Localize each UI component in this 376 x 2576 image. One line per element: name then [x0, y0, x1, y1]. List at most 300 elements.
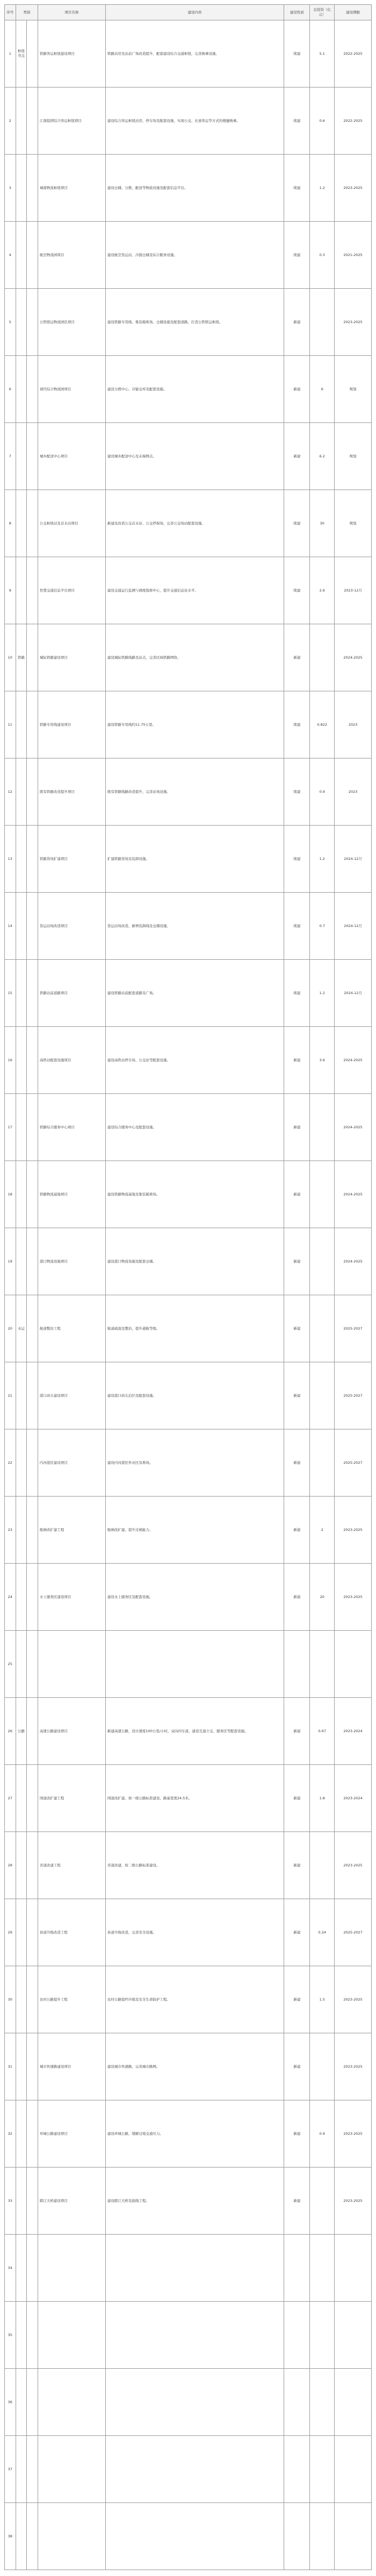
row-project-name: 城乡配送中心项目 [38, 423, 105, 490]
row-subcategory [27, 2369, 38, 2436]
row-subcategory [27, 20, 38, 87]
table-row [5, 1966, 372, 2033]
row-category: 枢纽节点 [16, 20, 27, 87]
row-status: 新建 [284, 356, 310, 423]
row-subcategory [27, 289, 38, 356]
table-row [5, 2436, 372, 2503]
row-category [16, 2302, 27, 2369]
row-subcategory [27, 691, 38, 758]
row-investment: 5.1 [310, 20, 335, 87]
row-period: 2024-2025 [335, 1161, 372, 1228]
row-no: 34 [5, 2235, 16, 2302]
table-row [5, 1631, 372, 1698]
row-content: 建设综合客运枢纽站房、停车场及配套设施，实现公交、长途客运等方式的便捷换乘。 [105, 87, 284, 155]
row-category [16, 1564, 27, 1631]
row-category [16, 490, 27, 557]
row-project-name: 航道整治工程 [38, 1295, 105, 1362]
row-no: 23 [5, 1497, 16, 1564]
table-row [5, 1228, 372, 1295]
row-no: 15 [5, 960, 16, 1027]
header-content: 建设内容 [105, 5, 284, 20]
row-project-name [38, 2302, 105, 2369]
row-no: 30 [5, 1966, 16, 2033]
row-subcategory [27, 1564, 38, 1631]
row-subcategory [27, 624, 38, 691]
row-period: 2024-12月 [335, 826, 372, 893]
row-content: 建设港口物流设施及配套仓储。 [105, 1228, 284, 1295]
row-project-name: 县道升级改造工程 [38, 1899, 105, 1966]
row-subcategory [27, 1899, 38, 1966]
row-subcategory [27, 557, 38, 624]
row-content: 建设高铁站停车场、公交站等配套设施。 [105, 1027, 284, 1094]
table-row [5, 893, 372, 960]
row-category [16, 960, 27, 1027]
row-period: 规划 [335, 490, 372, 557]
row-period: 规划 [335, 356, 372, 423]
row-status: 续建 [284, 155, 310, 222]
row-project-name: 航空物流园项目 [38, 222, 105, 289]
row-investment [310, 1631, 335, 1698]
row-investment: 1.5 [310, 1966, 335, 2033]
row-project-name: 铁路综合服务中心项目 [38, 1094, 105, 1161]
row-no: 36 [5, 2369, 16, 2436]
row-content: 建设综合服务中心及配套设施。 [105, 1094, 284, 1161]
table-row [5, 2235, 372, 2302]
row-status: 新建 [284, 1362, 310, 1429]
row-subcategory [27, 1027, 38, 1094]
row-category [16, 222, 27, 289]
header-no: 序号 [5, 5, 16, 20]
row-subcategory [27, 356, 38, 423]
row-investment: 0.3 [310, 222, 335, 289]
row-period [335, 2503, 372, 2570]
row-subcategory [27, 893, 38, 960]
row-status: 续建 [284, 222, 310, 289]
header-project-name: 项目名称 [38, 5, 105, 20]
row-project-name: 既有铁路改造提升项目 [38, 758, 105, 826]
row-content: 建设城市快速路，完善城市路网。 [105, 2033, 284, 2100]
row-period: 2025-2027 [335, 1295, 372, 1362]
row-category [16, 423, 27, 490]
row-no: 5 [5, 289, 16, 356]
row-category [16, 1899, 27, 1966]
row-no: 18 [5, 1161, 16, 1228]
row-status [284, 2235, 310, 2302]
row-subcategory [27, 1228, 38, 1295]
row-status: 新建 [284, 1564, 310, 1631]
row-no: 19 [5, 1228, 16, 1295]
row-status: 续建 [284, 893, 310, 960]
row-investment: 1.8 [310, 1765, 335, 1832]
row-content: 建设仓储、分拨、配送等物流设施及配套信息平台。 [105, 155, 284, 222]
row-status: 新建 [284, 1228, 310, 1295]
row-category [16, 758, 27, 826]
row-no: 16 [5, 1027, 16, 1094]
table-row [5, 1765, 372, 1832]
row-investment [310, 1429, 335, 1497]
row-content: 建设分拨中心、冷链仓库及配套设施。 [105, 356, 284, 423]
table-row [5, 289, 372, 356]
row-subcategory [27, 1161, 38, 1228]
row-investment: 0.24 [310, 1899, 335, 1966]
row-status: 新建 [284, 1429, 310, 1497]
row-investment [310, 1295, 335, 1362]
table-row [5, 2503, 372, 2570]
row-category [16, 356, 27, 423]
row-subcategory [27, 1966, 38, 2033]
row-status: 新建 [284, 1832, 310, 1899]
row-content: 建设水上服务区及配套设施。 [105, 1564, 284, 1631]
table-row [5, 356, 372, 423]
row-category [16, 87, 27, 155]
row-subcategory [27, 2168, 38, 2235]
row-investment [310, 1362, 335, 1429]
row-investment: 2.6 [310, 557, 335, 624]
row-project-name: 城南物流枢纽项目 [38, 155, 105, 222]
table-row [5, 2100, 372, 2168]
row-period: 2024-2025 [335, 1228, 372, 1295]
row-investment [310, 2503, 335, 2570]
row-project-name: 船闸改扩建工程 [38, 1497, 105, 1564]
row-category: 铁路 [16, 624, 27, 691]
row-project-name [38, 2436, 105, 2503]
table-header-row [5, 5, 372, 20]
row-period: 2023-2025 [335, 1497, 372, 1564]
row-no: 31 [5, 2033, 16, 2100]
row-investment: 1.2 [310, 960, 335, 1027]
row-status [284, 2503, 310, 2570]
row-no: 27 [5, 1765, 16, 1832]
row-category [16, 2100, 27, 2168]
row-content [105, 2302, 284, 2369]
row-content: 建设铁路物流基地及集装箱堆场。 [105, 1161, 284, 1228]
row-project-name: 农村公路提升工程 [38, 1966, 105, 2033]
row-content: 建设内河港区作业区及堆场。 [105, 1429, 284, 1497]
row-subcategory [27, 2235, 38, 2302]
row-no: 21 [5, 1362, 16, 1429]
header-investment: 总投资（亿元） [310, 5, 335, 20]
row-status: 新建 [284, 1094, 310, 1161]
row-investment [310, 289, 335, 356]
row-period: 2023-2025 [335, 2033, 372, 2100]
row-project-name: 铁路客运枢纽建设项目 [38, 20, 105, 87]
row-status [284, 2436, 310, 2503]
row-no: 33 [5, 2168, 16, 2235]
row-period [335, 2302, 372, 2369]
row-investment [310, 2168, 335, 2235]
row-content [105, 2235, 284, 2302]
row-subcategory [27, 1362, 38, 1429]
row-category [16, 691, 27, 758]
row-period: 2021-2025 [335, 222, 372, 289]
row-investment [310, 2436, 335, 2503]
header-period: 建设期限 [335, 5, 372, 20]
row-project-name: 货运站场改造项目 [38, 893, 105, 960]
row-content: 既有铁路线路改造提升，完善站场设施。 [105, 758, 284, 826]
row-subcategory [27, 960, 38, 1027]
row-period: 2023-2025 [335, 1564, 372, 1631]
row-subcategory [27, 1832, 38, 1899]
table-row [5, 691, 372, 758]
row-content [105, 2436, 284, 2503]
row-project-name: 城际铁路建设项目 [38, 624, 105, 691]
row-content: 国道改扩建，按一级公路标准建设，路基宽度24.5米。 [105, 1765, 284, 1832]
row-subcategory [27, 826, 38, 893]
row-investment: 6.2 [310, 423, 335, 490]
row-investment [310, 624, 335, 691]
row-investment: 2 [310, 1497, 335, 1564]
table-row [5, 1899, 372, 1966]
row-project-name: 国道改扩建工程 [38, 1765, 105, 1832]
row-content: 货运站场改造，新增装卸线及仓储设施。 [105, 893, 284, 960]
row-period [335, 1631, 372, 1698]
row-project-name [38, 2503, 105, 2570]
row-content: 新建高速公路，设计速度100公里/小时，双向四车道，建设互通立交、服务区等配套设施。 [105, 1698, 284, 1765]
row-subcategory [27, 1295, 38, 1362]
row-period: 2025-2027 [335, 1429, 372, 1497]
row-period: 2023-2024 [335, 1698, 372, 1765]
row-category [16, 1497, 27, 1564]
table-row [5, 155, 372, 222]
row-period: 2024-12月 [335, 960, 372, 1027]
row-subcategory [27, 1765, 38, 1832]
row-subcategory [27, 87, 38, 155]
row-subcategory [27, 155, 38, 222]
row-status [284, 2369, 310, 2436]
row-no: 3 [5, 155, 16, 222]
row-category [16, 557, 27, 624]
row-no: 37 [5, 2436, 16, 2503]
table-row [5, 624, 372, 691]
row-investment: 0.7 [310, 893, 335, 960]
row-period: 2022-2025 [335, 87, 372, 155]
row-category [16, 893, 27, 960]
row-project-name: 高速公路建设项目 [38, 1698, 105, 1765]
row-status: 续建 [284, 87, 310, 155]
row-no: 20 [5, 1295, 16, 1362]
row-content: 县道升级改造，完善安全设施。 [105, 1899, 284, 1966]
row-content: 扩建铁路货场及装卸设施。 [105, 826, 284, 893]
table-row [5, 2369, 372, 2436]
row-period: 2023 [335, 691, 372, 758]
row-category [16, 2235, 27, 2302]
row-project-name [38, 2369, 105, 2436]
row-period: 2023-2024 [335, 1765, 372, 1832]
project-table [4, 4, 372, 2570]
row-no: 26 [5, 1698, 16, 1765]
row-project-name: 铁路货场扩建项目 [38, 826, 105, 893]
row-category [16, 1228, 27, 1295]
row-status: 续建 [284, 557, 310, 624]
row-investment: 1.2 [310, 155, 335, 222]
row-no: 22 [5, 1429, 16, 1497]
row-content [105, 2503, 284, 2570]
row-period: 2023-2025 [335, 155, 372, 222]
row-no: 7 [5, 423, 16, 490]
row-subcategory [27, 2100, 38, 2168]
row-investment [310, 2033, 335, 2100]
row-subcategory [27, 423, 38, 490]
row-subcategory [27, 1698, 38, 1765]
row-project-name: 铁路站前道路项目 [38, 960, 105, 1027]
row-content: 新建及改造公交首末站、公交停保场，完善公交场站配套设施。 [105, 490, 284, 557]
row-content [105, 2369, 284, 2436]
row-investment [310, 1094, 335, 1161]
row-no: 12 [5, 758, 16, 826]
row-status: 续建 [284, 758, 310, 826]
row-project-name: 水上服务区建设项目 [38, 1564, 105, 1631]
row-no: 9 [5, 557, 16, 624]
row-status: 续建 [284, 960, 310, 1027]
row-investment: 20 [310, 1564, 335, 1631]
row-project-name: 江南组团综合客运枢纽项目 [38, 87, 105, 155]
row-category [16, 1429, 27, 1497]
row-project-name [38, 2235, 105, 2302]
row-no: 25 [5, 1631, 16, 1698]
row-category [16, 2369, 27, 2436]
row-investment [310, 1161, 335, 1228]
row-period: 2023-12月 [335, 557, 372, 624]
row-status: 新建 [284, 1899, 310, 1966]
row-category [16, 155, 27, 222]
row-period: 2023-2025 [335, 289, 372, 356]
table-row [5, 1362, 372, 1429]
row-project-name: 港口码头建设项目 [38, 1362, 105, 1429]
row-investment: 0.822 [310, 691, 335, 758]
table-row [5, 1161, 372, 1228]
row-subcategory [27, 2436, 38, 2503]
row-no: 28 [5, 1832, 16, 1899]
table-row [5, 1094, 372, 1161]
row-status: 新建 [284, 423, 310, 490]
row-content: 省道改建，按二级公路标准建设。 [105, 1832, 284, 1899]
table-row [5, 1564, 372, 1631]
row-category [16, 2033, 27, 2100]
row-content: 建设铁路专用线、集装箱堆场、仓储设施及配套道路，打造公铁联运枢纽。 [105, 289, 284, 356]
table-row [5, 1497, 372, 1564]
row-period: 规划 [335, 423, 372, 490]
row-no: 32 [5, 2100, 16, 2168]
row-period: 2025-2027 [335, 1362, 372, 1429]
row-no: 24 [5, 1564, 16, 1631]
table-row [5, 2302, 372, 2369]
row-category [16, 1966, 27, 2033]
row-investment: 0.9 [310, 2100, 335, 2168]
row-status: 新建 [284, 1295, 310, 1362]
row-project-name: 铁路专用线建设项目 [38, 691, 105, 758]
row-project-name: 智慧交通信息平台项目 [38, 557, 105, 624]
row-project-name: 省道改建工程 [38, 1832, 105, 1899]
table-row [5, 423, 372, 490]
row-period: 2023-2025 [335, 2100, 372, 2168]
row-project-name: 高铁站配套设施项目 [38, 1027, 105, 1094]
row-status: 新建 [284, 1765, 310, 1832]
row-investment: 0.6 [310, 87, 335, 155]
row-category [16, 1631, 27, 1698]
row-status: 续建 [284, 490, 310, 557]
row-period: 2023-2025 [335, 1832, 372, 1899]
row-content [105, 1631, 284, 1698]
row-period: 2022-2025 [335, 20, 372, 87]
row-no: 10 [5, 624, 16, 691]
row-content: 农村公路提档升级及安全生命防护工程。 [105, 1966, 284, 2033]
row-project-name: 公交枢纽站及首末站项目 [38, 490, 105, 557]
row-content: 建设铁路站前配套道路及广场。 [105, 960, 284, 1027]
table-row [5, 1027, 372, 1094]
row-investment: 30 [310, 490, 335, 557]
row-project-name: 跨江大桥建设项目 [38, 2168, 105, 2235]
row-status: 新建 [284, 2100, 310, 2168]
row-content: 船闸改扩建，提升过闸能力。 [105, 1497, 284, 1564]
row-investment [310, 2302, 335, 2369]
row-investment [310, 2235, 335, 2302]
row-no: 11 [5, 691, 16, 758]
table-row [5, 1295, 372, 1362]
row-project-name: 环城公路建设项目 [38, 2100, 105, 2168]
row-investment: 0.9 [310, 758, 335, 826]
row-category [16, 2436, 27, 2503]
row-content: 建设城乡配送中心及末端网点。 [105, 423, 284, 490]
row-project-name: 铁路物流基地项目 [38, 1161, 105, 1228]
row-category [16, 1362, 27, 1429]
row-content: 铁路站房及站前广场改造提升，配套建设综合交通枢纽，完善换乘设施。 [105, 20, 284, 87]
row-status: 新建 [284, 1497, 310, 1564]
row-category [16, 2168, 27, 2235]
row-no: 6 [5, 356, 16, 423]
row-investment [310, 1228, 335, 1295]
row-status: 续建 [284, 20, 310, 87]
row-status: 新建 [284, 2033, 310, 2100]
row-category [16, 826, 27, 893]
row-period: 2024-2025 [335, 624, 372, 691]
row-period [335, 2235, 372, 2302]
row-content: 建设航空货运站、冷链仓储及综合服务设施。 [105, 222, 284, 289]
table-row [5, 2168, 372, 2235]
row-content: 建设铁路专用线约11.75公里。 [105, 691, 284, 758]
row-no: 29 [5, 1899, 16, 1966]
row-status: 续建 [284, 691, 310, 758]
header-category: 类别 [16, 5, 38, 20]
row-project-name: 港口物流设施项目 [38, 1228, 105, 1295]
table-row [5, 960, 372, 1027]
row-investment [310, 1832, 335, 1899]
row-category [16, 1027, 27, 1094]
row-status: 新建 [284, 2168, 310, 2235]
row-category [16, 1161, 27, 1228]
table-row [5, 1698, 372, 1765]
row-category [16, 1094, 27, 1161]
row-project-name: 公铁联运物流园区项目 [38, 289, 105, 356]
row-subcategory [27, 2302, 38, 2369]
table-row [5, 557, 372, 624]
row-status: 新建 [284, 289, 310, 356]
row-no: 4 [5, 222, 16, 289]
row-subcategory [27, 490, 38, 557]
row-period: 2024-12月 [335, 893, 372, 960]
row-investment: 3.6 [310, 1027, 335, 1094]
row-project-name: 城市快速路建设项目 [38, 2033, 105, 2100]
row-subcategory [27, 2033, 38, 2100]
row-status: 续建 [284, 826, 310, 893]
row-project-name: 内河港区建设项目 [38, 1429, 105, 1497]
table-row [5, 490, 372, 557]
row-period: 2024-2025 [335, 1027, 372, 1094]
row-subcategory [27, 1631, 38, 1698]
row-subcategory [27, 1429, 38, 1497]
row-status: 新建 [284, 1027, 310, 1094]
row-status: 新建 [284, 624, 310, 691]
row-content: 建设交通运行监测与调度指挥中心，提升交通信息化水平。 [105, 557, 284, 624]
